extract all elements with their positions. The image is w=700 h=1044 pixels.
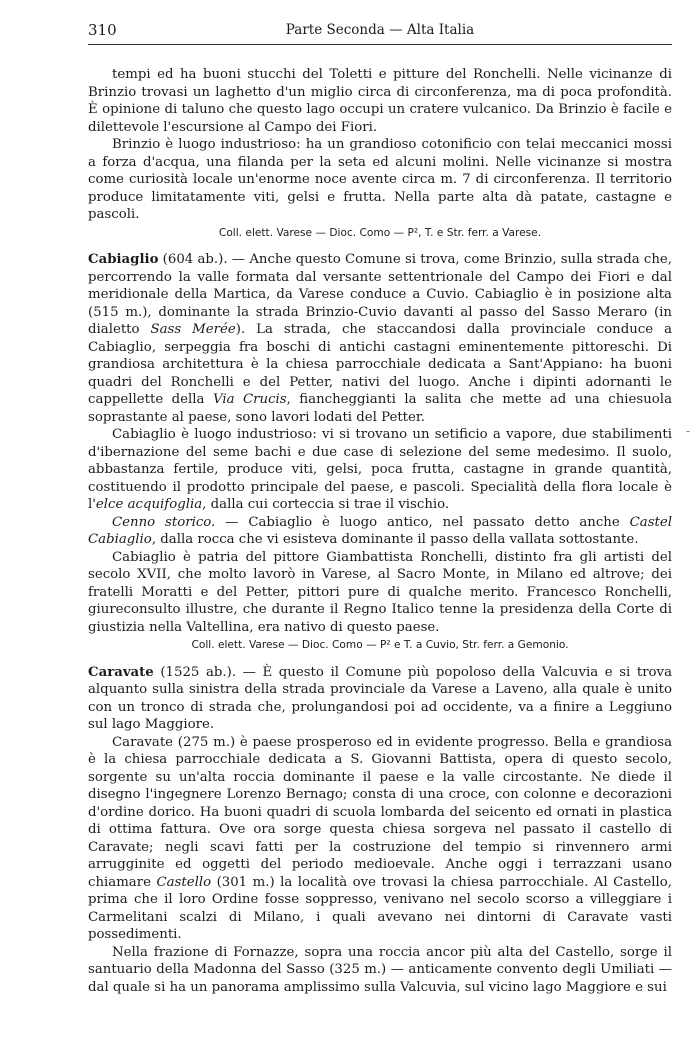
paragraph: Cabiaglio è luogo industrioso: vi si trovano un setificio a vapore, due stabilimenti d'ibernazione del seme bachi e due case di selezione del seme medesimo. Il suolo, abbastanza fertile, produce viti, gelsi, poca frutta, castagne in grande quantità, costituendo il prodotto principale del paese, e pascoli. Specialità della flora locale è l'elce acquifoglia, dalla cui corteccia si trae il vischio. (88, 427, 672, 512)
paragraph: Cenno storico. — Cabiaglio è luogo antico, nel passato detto anche Castel Cabiaglio, dalla rocca che vi esisteva dominante il passo della vallata sottostante. (88, 514, 672, 547)
entry-cabiaglio: Cabiaglio (604 ab.). — Anche questo Comune si trova, come Brinzio, sulla strada che, percorrendo la valle formata dal versante settentrionale del Campo dei Fiori e dal meridionale della Martica, da Varese conduce a Cuvio. Cabiaglio è in posizione alta (515 m.), dominante la strada Brinzio-Cuvio davanti al passo del Sasso Meraro (in dialetto Sass Merée). La strada, che staccandosi dalla provinciale conduce a Cabiaglio, serpeggia fra boschi di antichi castagni eminentemente pittoreschi. Di grandiosa architettura è la chiesa parrocchiale dedicata a Sant'Appiano: ha buoni quadri del Ronchelli e del Petter, nativi del luogo. Anche i dipinti adornanti le cappellette della Via Crucis, fiancheggianti la salita che mette ad una chiesuola soprastante al paese, sono lavori lodati del Petter. (88, 252, 673, 425)
paragraph: Caravate (275 m.) è paese prosperoso ed in evidente progresso. Bella e grandiosa è la chiesa parrocchiale dedicata a S. Giovanni Battista, opera di questo secolo, sorgente su un'alta roccia dominante il paese e la valle circostante. Ne diede il disegno l'ingegnere Lorenzo Bernago; consta di una croce, con colonne e decorazioni d'ordine dorico. Ha buoni quadri di scuola lombarda del seicento ed ornati in plastica di ottima fattura. Ove ora sorge questa chiesa sorgeva nel passato il castello di Caravate; negli scavi fatti per la costruzione del tempio si rinvennero armi arrugginite ed oggetti del periodo medioevale. Anche oggi i terrazzani usano chiamare Castello (301 m.) la località ove trovasi la chiesa parrocchiale. Al Castello, prima che il loro Ordine fosse soppresso, venivano nel secolo scorso a villeggiare i Carmelitani scalzi di Milano, i quali avevano nei dintorni di Caravate vasti possedimenti. (88, 734, 673, 942)
paragraph: tempi ed ha buoni stucchi del Toletti e pitture del Ronchelli. Nelle vicinanze di Brinzio trovasi un laghetto d'un miglio circa di circonferenza, ma di poca profondità. È opinione di taluno che questo lago occupi un cratere vulcanico. Da Brinzio è facile e dilettevole l'escursione al Campo dei Fiori. (88, 67, 672, 135)
paragraph: Brinzio è luogo industrioso: ha un grandioso cotonificio con telai meccanici mossi a forza d'acqua, una filanda per la seta ed alcuni molini. Nelle vicinanze si mostra come curiosità locale un'enorme noce avente circa m. 7 di circonferenza. Il territorio produce limitatamente viti, gelsi e frutta. Nella parte alta dà patate, castagne e pascoli. (88, 137, 672, 222)
entry-caravate: Caravate (1525 ab.). — È questo il Comune più popoloso della Valcuvia e si trova alquanto sulla sinistra della strada provinciale da Varese a Laveno, alla quale è unito con un tronco di strada che, prolungandosi poi ad occidente, va a finire a Leggiuno sul lago Maggiore. (88, 664, 672, 732)
header-rule (88, 44, 672, 45)
reference-line: Coll. elett. Varese — Dioc. Como — P², T. e Str. ferr. a Varese. (218, 226, 542, 239)
headword: Caravate (88, 664, 154, 680)
running-head (88, 20, 672, 40)
running-title: Parte Seconda — Alta Italia (285, 22, 475, 38)
body-text (88, 66, 672, 996)
page-number: 310 (88, 21, 117, 39)
headword: Cabiaglio (88, 252, 159, 267)
reference-line: Coll. elett. Varese — Dioc. Como — P² e T. a Cuvio, Str. ferr. a Gemonio. (191, 639, 569, 651)
paragraph: Nella frazione di Fornazze, sopra una roccia ancor più alta del Castello, sorge il santuario della Madonna del Sasso (325 m.) — anticamente convento degli Umiliati — dal quale si ha un panorama amplissimo sulla Valcuvia, sul vicino lago Maggiore e sui (88, 944, 672, 995)
margin-mark: - (686, 424, 691, 438)
paragraph: Cabiaglio è patria del pittore Giambattista Ronchelli, distinto fra gli artisti del secolo XVII, che molto lavorò in Varese, al Sacro Monte, in Milano ed altrove; dei fratelli Moratti e del Petter, pittori pure di qualche merito. Francesco Ronchelli, giureconsulto illustre, che durante il Regno Italico tenne la presidenza della Corte di giustizia nella Valtellina, era nativo di questo paese. (88, 549, 672, 635)
